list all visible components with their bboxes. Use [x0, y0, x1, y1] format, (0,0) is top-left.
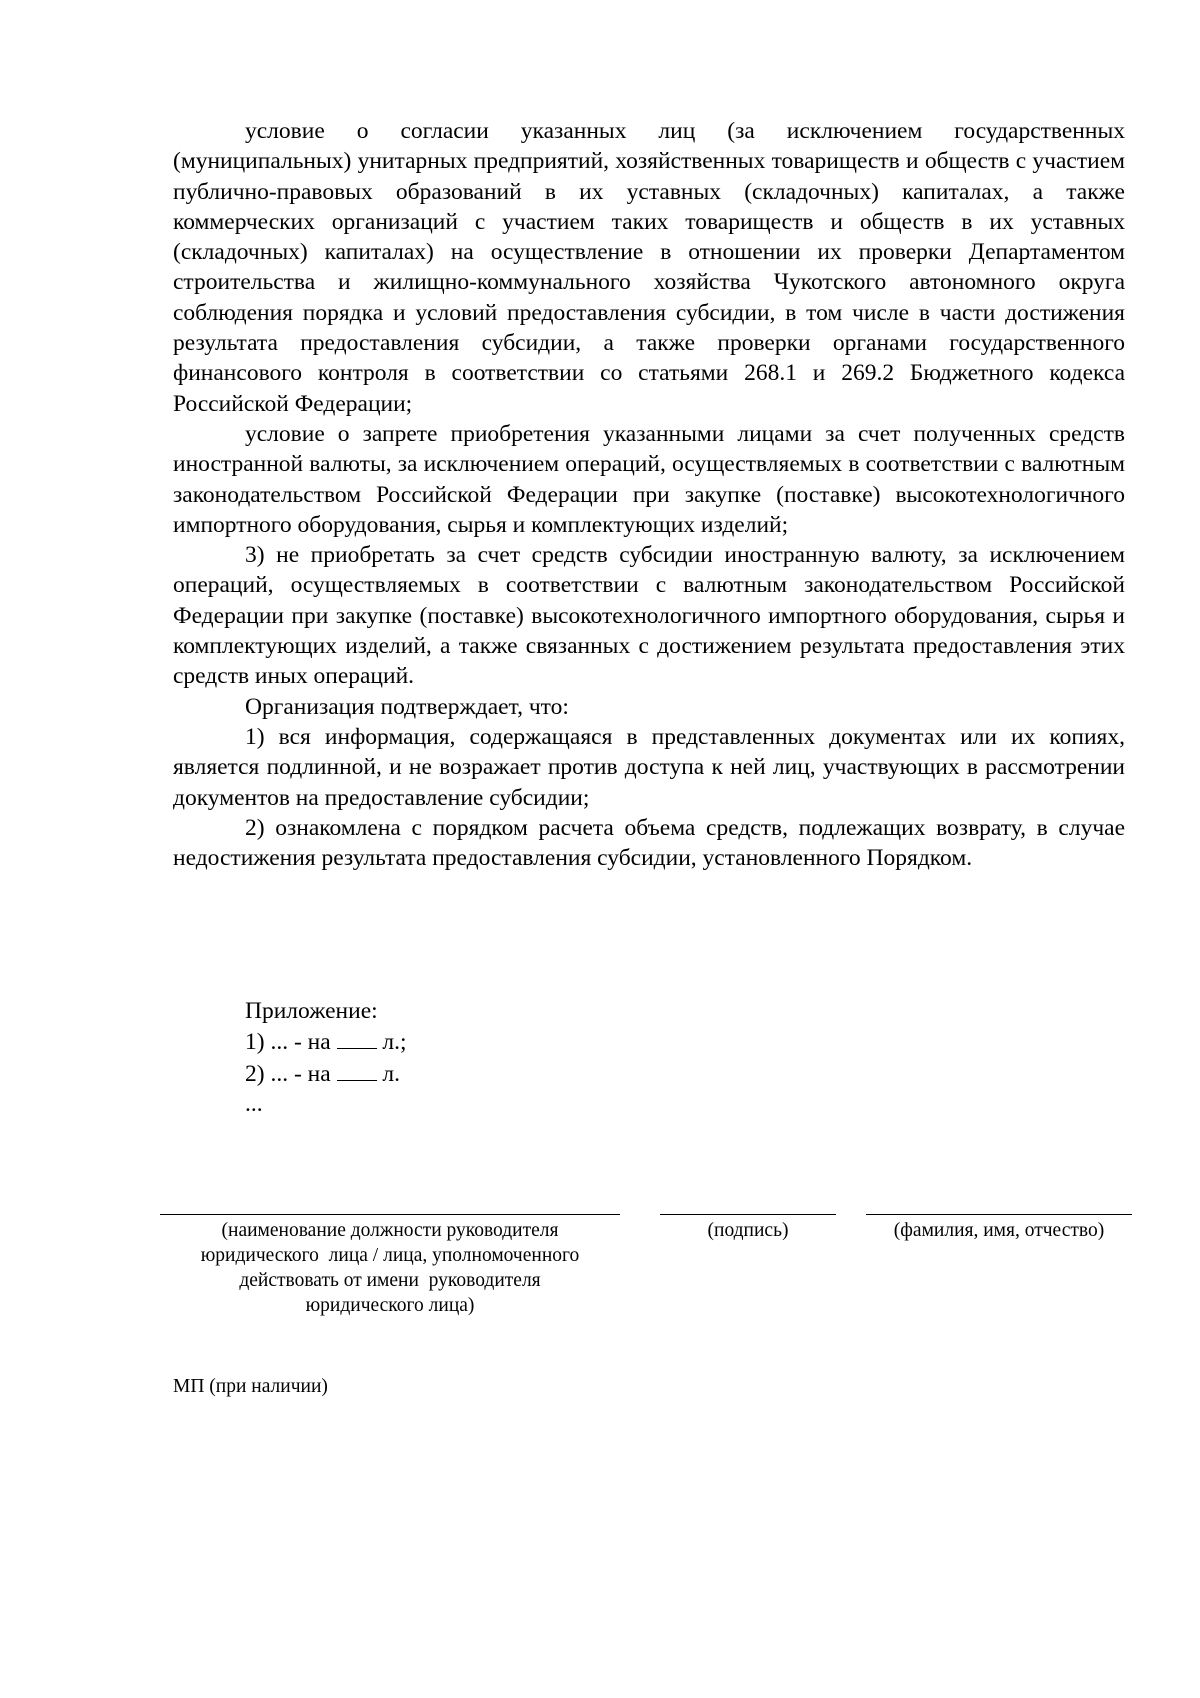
position-caption-line: юридического лица)	[305, 1295, 475, 1316]
appendix-title: Приложение:	[245, 998, 378, 1024]
position-caption-line: (наименование должности руководителя	[221, 1220, 559, 1241]
name-signature-line	[866, 1214, 1132, 1215]
appendix-item-1-suffix: л.;	[382, 1029, 407, 1056]
paragraph-confirm-item-2: 2) ознакомлена с порядком расчета объема средств, подлежащих возврату, в случае недостижения результата предоставления субсидии, установленного Порядком.	[173, 814, 1125, 872]
appendix-block	[245, 996, 407, 1119]
appendix-item-1-prefix: 1) ... - на	[245, 1029, 331, 1056]
page-count-blank	[337, 1058, 377, 1081]
position-caption-line: юридического лица / лица, уполномоченного	[200, 1245, 580, 1266]
paragraph-organization-confirms: Организация подтверждает, что:	[245, 693, 569, 720]
name-caption: (фамилия, имя, отчество)	[893, 1220, 1105, 1241]
paragraph-currency-prohibition: условие о запрете приобретения указанными лицами за счет полученных средств иностранной валюты, за исключением операций, осуществляемых в соответствии с валютным законодательством Российской Федерации при закупке (поставке) высокотехнологичного импортного оборудования, сырья и комплектующих изделий;	[173, 420, 1125, 538]
page-count-blank	[337, 1026, 377, 1049]
paragraph-consent-condition: условие о согласии указанных лиц (за исключением государственных (муниципальных) унитарных предприятий, хозяйственных товариществ и обществ с участием публично-правовых образований в их уставных (складочных) капиталах, а также коммерческих организаций с участием таких товариществ и обществ в их уставных (складочных) капиталах) на осуществление в отношении их проверки Департаментом строительства и жилищно-коммунального хозяйства Чукотского автономного округа соблюдения порядка и условий предоставления субсидии, в том числе в части достижения результата предоставления субсидии, а также проверки органами государственного финансового контроля в соответствии со статьями 268.1 и 269.2 Бюджетного кодекса Российской Федерации;	[173, 118, 1125, 417]
appendix-item-2-prefix: 2) ... - на	[245, 1060, 331, 1087]
appendix-item-2	[245, 1058, 407, 1089]
paragraph-confirm-item-1: 1) вся информация, содержащаяся в представленных документах или их копиях, является подлинной, и не возражает против доступа к ней лиц, участвующих в рассмотрении документов на предоставление субсидии;	[173, 723, 1125, 811]
position-caption	[150, 1218, 630, 1318]
body-text	[173, 116, 1125, 873]
appendix-ellipsis: ...	[245, 1090, 263, 1117]
appendix-item-2-suffix: л.	[382, 1060, 401, 1087]
stamp-note: МП (при наличии)	[173, 1376, 328, 1397]
position-caption-line: действовать от имени руководителя	[239, 1270, 541, 1291]
signature-line	[660, 1214, 836, 1215]
signature-caption: (подпись)	[707, 1220, 789, 1241]
position-signature-line	[160, 1214, 620, 1215]
paragraph-item-3: 3) не приобретать за счет средств субсидии иностранную валюту, за исключением операций, осуществляемых в соответствии с валютным законодательством Российской Федерации при закупке (поставке) высокотехнологичного импортного оборудования, сырья и комплектующих изделий, а также связанных с достижением результата предоставления этих средств иных операций.	[173, 542, 1125, 690]
appendix-item-1	[245, 1026, 407, 1057]
